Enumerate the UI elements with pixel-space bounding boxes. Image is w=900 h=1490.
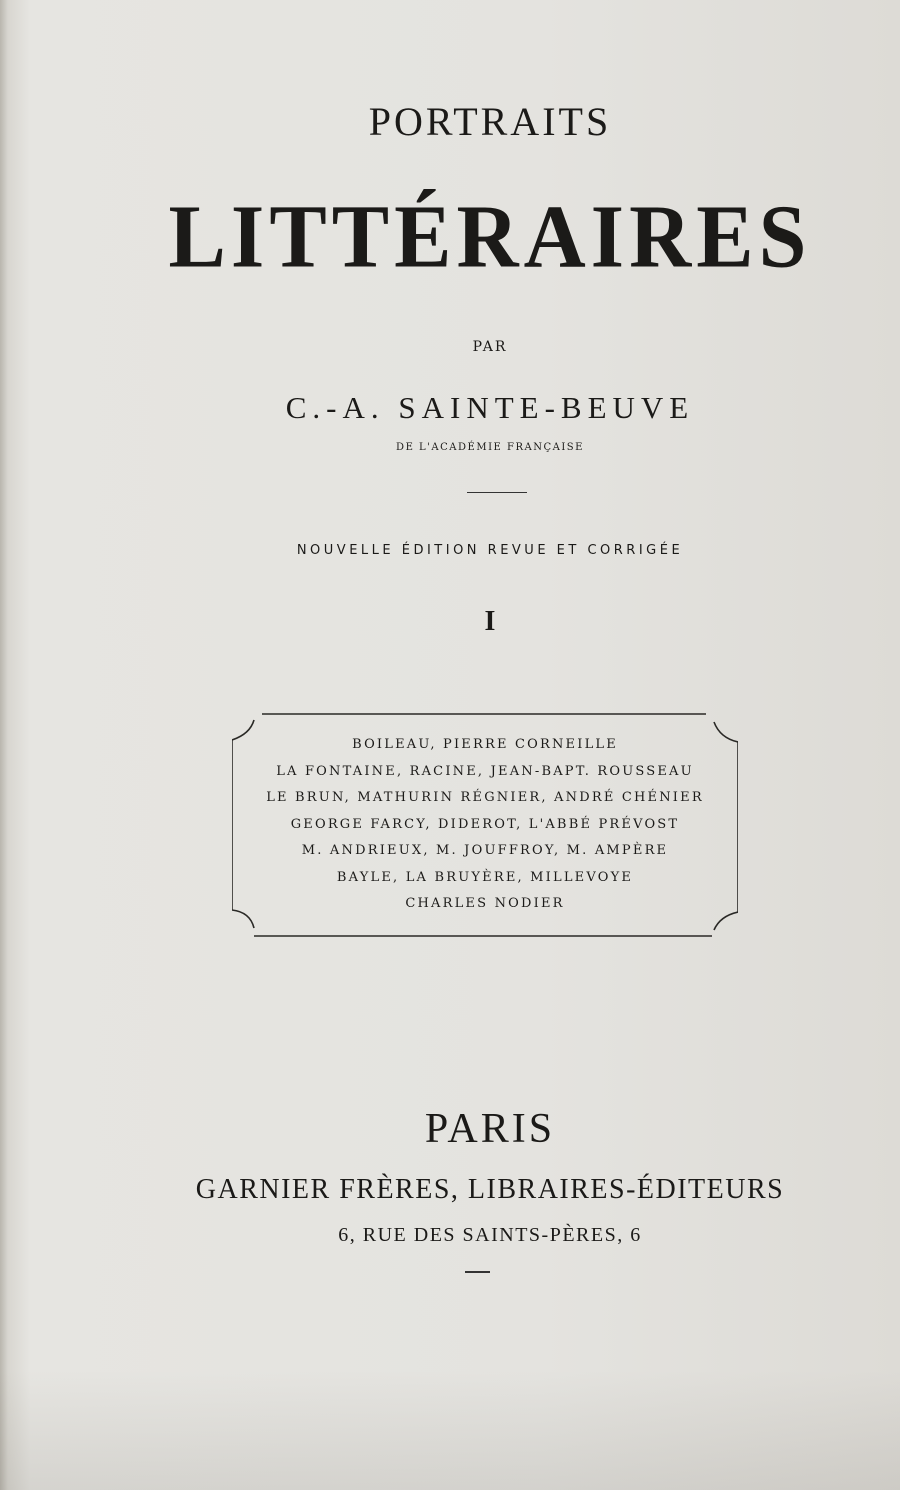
contents-line: GEORGE FARCY, DIDEROT, L'ABBÉ PRÉVOST <box>290 816 680 832</box>
volume-number: I <box>484 606 496 637</box>
imprint-publisher: GARNIER FRÈRES, LIBRAIRES-ÉDITEURS <box>195 1174 785 1205</box>
contents-line: LA FONTAINE, RACINE, JEAN-BAPT. ROUSSEAU <box>276 763 694 779</box>
imprint-address: 6, RUE DES SAINTS-PÈRES, 6 <box>338 1224 642 1246</box>
imprint-city: PARIS <box>424 1106 556 1152</box>
page-shadow <box>0 1370 900 1490</box>
contents-line: BOILEAU, PIERRE CORNEILLE <box>352 737 618 752</box>
contents-line: M. ANDRIEUX, M. JOUFFROY, M. AMPÈRE <box>301 843 669 858</box>
contents-line: LE BRUN, MATHURIN RÉGNIER, ANDRÉ CHÉNIER <box>266 790 704 805</box>
author-affiliation: DE L'ACADÉMIE FRANÇAISE <box>396 442 584 453</box>
closing-dash <box>465 1271 490 1273</box>
contents-frame <box>232 712 738 938</box>
contents-line: BAYLE, LA BRUYÈRE, MILLEVOYE <box>336 869 634 885</box>
title-line-1: PORTRAITS <box>368 99 612 144</box>
author-name: C.-A. SAINTE-BEUVE <box>285 390 695 425</box>
contents-list <box>232 732 738 918</box>
edition-note: NOUVELLE ÉDITION REVUE ET CORRIGÉE <box>296 543 684 558</box>
contents-line: CHARLES NODIER <box>405 896 565 911</box>
divider-rule <box>467 492 527 493</box>
title-line-2: LITTÉRAIRES <box>168 185 812 287</box>
by-label: PAR <box>472 339 508 355</box>
